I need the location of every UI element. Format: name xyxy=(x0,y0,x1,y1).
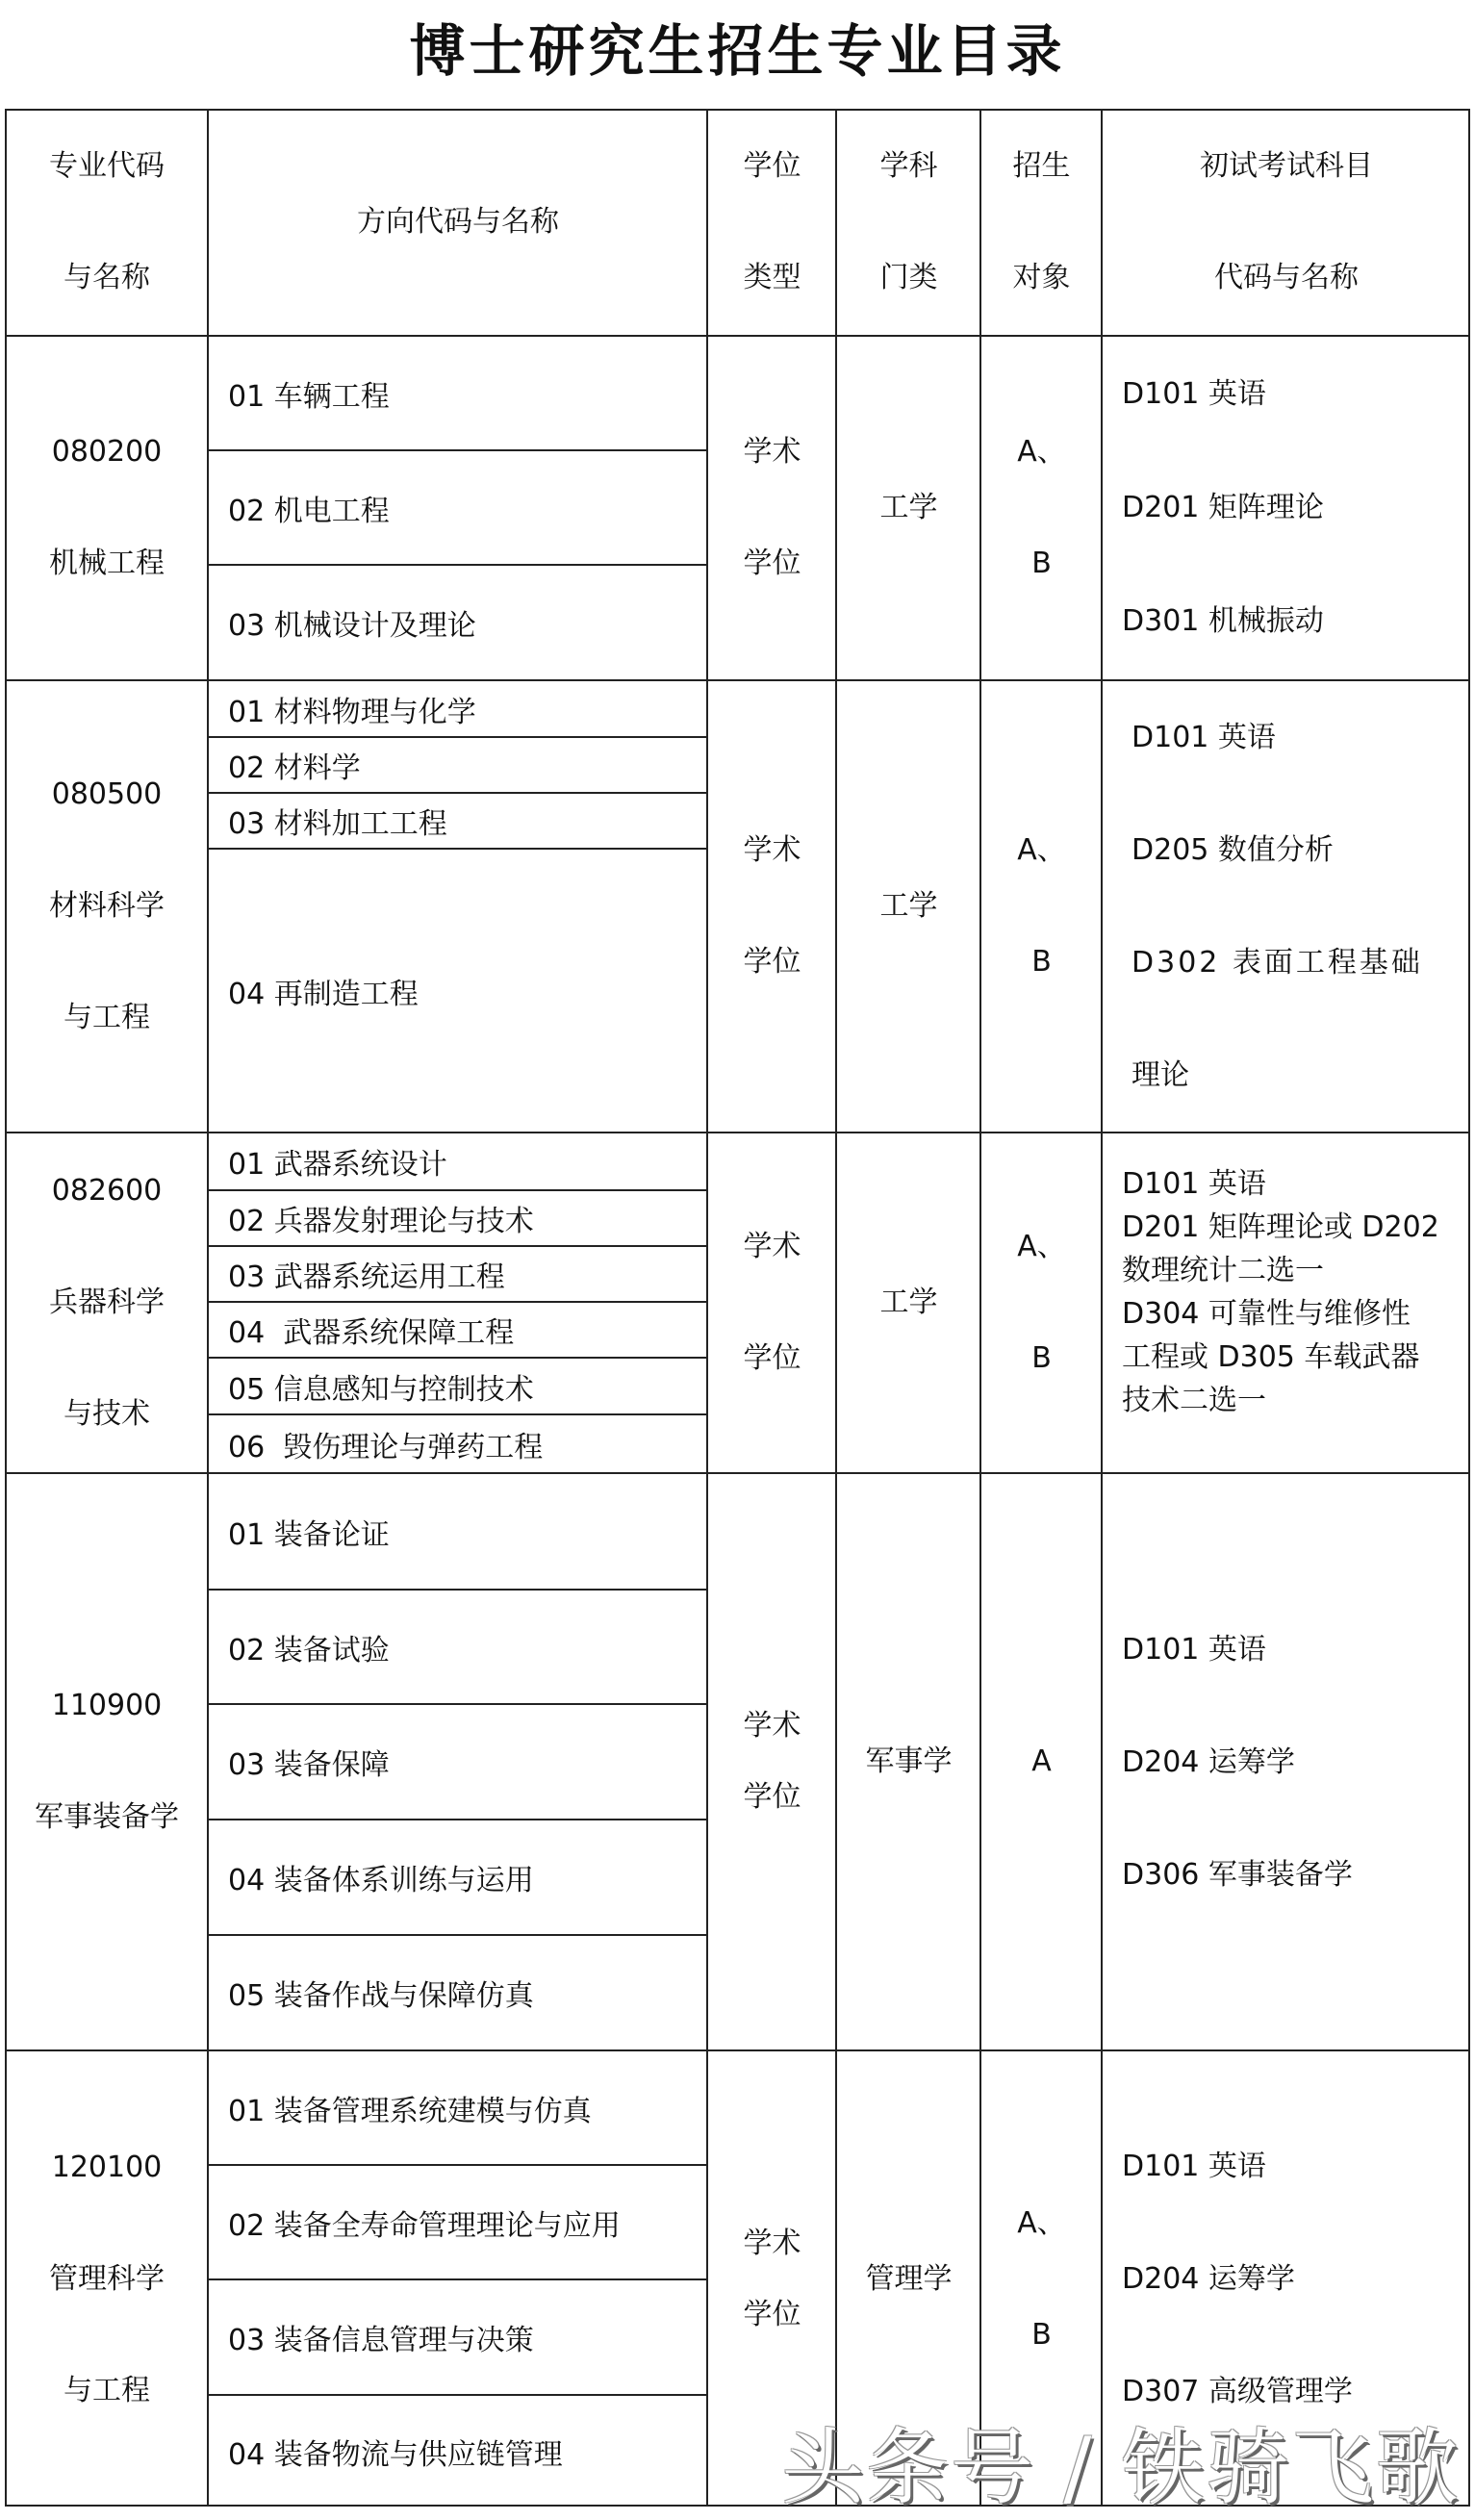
major-name: 与工程 xyxy=(64,1001,150,1034)
direction-item: 02 装备全寿命管理理论与应用 xyxy=(228,2208,621,2243)
major-name: 管理科学 xyxy=(49,2261,165,2296)
exam-subject: D201 矩阵理论或 D202 xyxy=(1122,1210,1439,1244)
exam-subject: D302 表面工程基础 xyxy=(1132,946,1423,980)
major-cell xyxy=(5,1133,209,1472)
exam-subject: D101 英语 xyxy=(1122,2150,1266,2183)
degree-type-line: 学术 xyxy=(743,435,801,469)
header-degree-type-line1: 学位 xyxy=(743,149,801,183)
header-major xyxy=(5,109,209,336)
direction-item: 04 武器系统保障工程 xyxy=(228,1316,515,1350)
major-cell xyxy=(5,2051,209,2507)
header-target xyxy=(981,109,1102,336)
header-exam-line1: 初试考试科目 xyxy=(1200,149,1373,183)
degree-type-cell xyxy=(708,1474,836,2049)
direction-item: 04 装备物流与供应链管理 xyxy=(228,2437,563,2472)
degree-type-line: 学术 xyxy=(743,2226,801,2260)
major-name: 兵器科学 xyxy=(49,1285,165,1319)
direction-item: 03 装备保障 xyxy=(228,1748,390,1782)
target-line: A、 xyxy=(1017,833,1066,867)
discipline-label: 工学 xyxy=(879,491,938,524)
major-name: 材料科学 xyxy=(49,889,165,923)
exam-subject: 工程或 D305 车载武器 xyxy=(1122,1340,1420,1374)
exam-subject: 技术二选一 xyxy=(1122,1384,1266,1417)
direction-item: 02 机电工程 xyxy=(228,494,390,528)
target-line: A、 xyxy=(1017,1230,1066,1263)
major-code: 080200 xyxy=(51,435,163,469)
major-code: 110900 xyxy=(51,1689,163,1722)
header-direction-label: 方向代码与名称 xyxy=(357,205,559,239)
direction-item: 06 毁伤理论与弹药工程 xyxy=(228,1430,544,1464)
major-code: 082600 xyxy=(51,1174,163,1208)
major-name: 与技术 xyxy=(64,1397,150,1431)
exam-subject: D101 英语 xyxy=(1122,1167,1266,1201)
discipline-label: 管理学 xyxy=(865,2261,953,2296)
direction-item: 04 再制造工程 xyxy=(228,977,419,1011)
discipline-label: 工学 xyxy=(879,1285,938,1319)
exam-subject: 数理统计二选一 xyxy=(1122,1254,1324,1287)
degree-type-line: 学位 xyxy=(743,945,801,979)
target-line: B xyxy=(1031,945,1052,979)
direction-item: 01 装备论证 xyxy=(228,1517,390,1552)
direction-item: 02 兵器发射理论与技术 xyxy=(228,1205,534,1238)
exam-subject: D304 可靠性与维修性 xyxy=(1122,1297,1411,1331)
target-line: A、 xyxy=(1017,435,1066,469)
exam-subject: D301 机械振动 xyxy=(1122,604,1324,638)
discipline-cell xyxy=(837,1133,980,1472)
exam-cell xyxy=(1112,681,1470,1132)
target-line: B xyxy=(1031,1341,1052,1375)
degree-type-line: 学位 xyxy=(743,2297,801,2331)
header-target-line1: 招生 xyxy=(1012,149,1071,183)
direction-item: 04 装备体系训练与运用 xyxy=(228,1864,534,1897)
direction-item: 03 机械设计及理论 xyxy=(228,609,476,643)
direction-item: 01 车辆工程 xyxy=(228,379,390,414)
header-exam-line2: 代码与名称 xyxy=(1214,261,1359,294)
direction-item: 05 信息感知与控制技术 xyxy=(228,1372,534,1407)
degree-type-line: 学术 xyxy=(743,1230,801,1263)
exam-subject: D101 英语 xyxy=(1122,1632,1266,1667)
exam-cell xyxy=(1103,1133,1470,1451)
direction-item: 05 装备作战与保障仿真 xyxy=(228,1979,534,2013)
major-name: 与工程 xyxy=(64,2373,150,2407)
header-discipline-line2: 门类 xyxy=(879,261,938,294)
header-major-line1: 专业代码 xyxy=(49,149,165,183)
target-line: A xyxy=(1031,1744,1052,1778)
exam-subject: D307 高级管理学 xyxy=(1122,2375,1353,2408)
direction-item: 01 材料物理与化学 xyxy=(228,695,476,729)
exam-subject: D205 数值分析 xyxy=(1132,833,1334,867)
target-cell xyxy=(981,1133,1102,1472)
exam-subject: D204 运筹学 xyxy=(1122,2262,1295,2296)
major-name: 军事装备学 xyxy=(35,1800,179,1834)
target-cell xyxy=(981,337,1102,679)
major-cell xyxy=(5,1474,209,2049)
degree-type-line: 学位 xyxy=(743,1780,801,1814)
exam-subject: D306 军事装备学 xyxy=(1122,1857,1353,1892)
direction-item: 02 装备试验 xyxy=(228,1633,390,1667)
exam-subject: D201 矩阵理论 xyxy=(1122,491,1324,524)
exam-subject: 理论 xyxy=(1132,1058,1189,1092)
header-discipline xyxy=(837,109,980,336)
target-line: B xyxy=(1031,2317,1052,2352)
direction-item: 01 装备管理系统建模与仿真 xyxy=(228,2094,592,2128)
header-major-line2: 与名称 xyxy=(64,261,150,294)
exam-cell xyxy=(1103,1474,1470,2049)
header-exam xyxy=(1103,109,1470,336)
exam-subject: D101 英语 xyxy=(1122,377,1266,411)
header-direction xyxy=(209,109,707,336)
degree-type-cell xyxy=(708,1133,836,1472)
exam-subject: D204 运筹学 xyxy=(1122,1744,1295,1779)
major-code: 120100 xyxy=(51,2150,163,2184)
exam-subject: D101 英语 xyxy=(1132,721,1276,754)
page-title: 博士研究生招生专业目录 xyxy=(409,18,1066,84)
major-cell xyxy=(5,681,209,1132)
target-cell xyxy=(981,681,1102,1132)
major-name: 机械工程 xyxy=(49,547,165,580)
direction-item: 03 材料加工工程 xyxy=(228,807,447,841)
direction-item: 02 材料学 xyxy=(228,751,361,785)
direction-item: 01 武器系统设计 xyxy=(228,1148,447,1182)
direction-item: 03 装备信息管理与决策 xyxy=(228,2324,534,2357)
discipline-cell xyxy=(837,337,980,679)
discipline-label: 工学 xyxy=(879,889,938,923)
major-cell xyxy=(5,337,209,679)
degree-type-line: 学术 xyxy=(743,1709,801,1743)
major-code: 080500 xyxy=(51,777,163,811)
degree-type-line: 学术 xyxy=(743,833,801,867)
discipline-label: 军事学 xyxy=(865,1744,953,1778)
discipline-cell xyxy=(837,681,980,1132)
header-degree-type xyxy=(708,109,836,336)
target-line: A、 xyxy=(1017,2205,1066,2240)
header-degree-type-line2: 类型 xyxy=(743,261,801,294)
header-target-line2: 对象 xyxy=(1012,261,1071,294)
degree-type-line: 学位 xyxy=(743,547,801,580)
header-discipline-line1: 学科 xyxy=(879,149,938,183)
degree-type-cell xyxy=(708,337,836,679)
degree-type-cell xyxy=(708,681,836,1132)
watermark: 头条号 / 铁骑飞歌 xyxy=(781,2420,1461,2516)
exam-cell xyxy=(1103,337,1470,679)
discipline-cell xyxy=(837,1474,980,2049)
target-line: B xyxy=(1031,547,1052,580)
target-cell xyxy=(981,1474,1102,2049)
degree-type-line: 学位 xyxy=(743,1341,801,1375)
direction-item: 03 武器系统运用工程 xyxy=(228,1260,505,1294)
